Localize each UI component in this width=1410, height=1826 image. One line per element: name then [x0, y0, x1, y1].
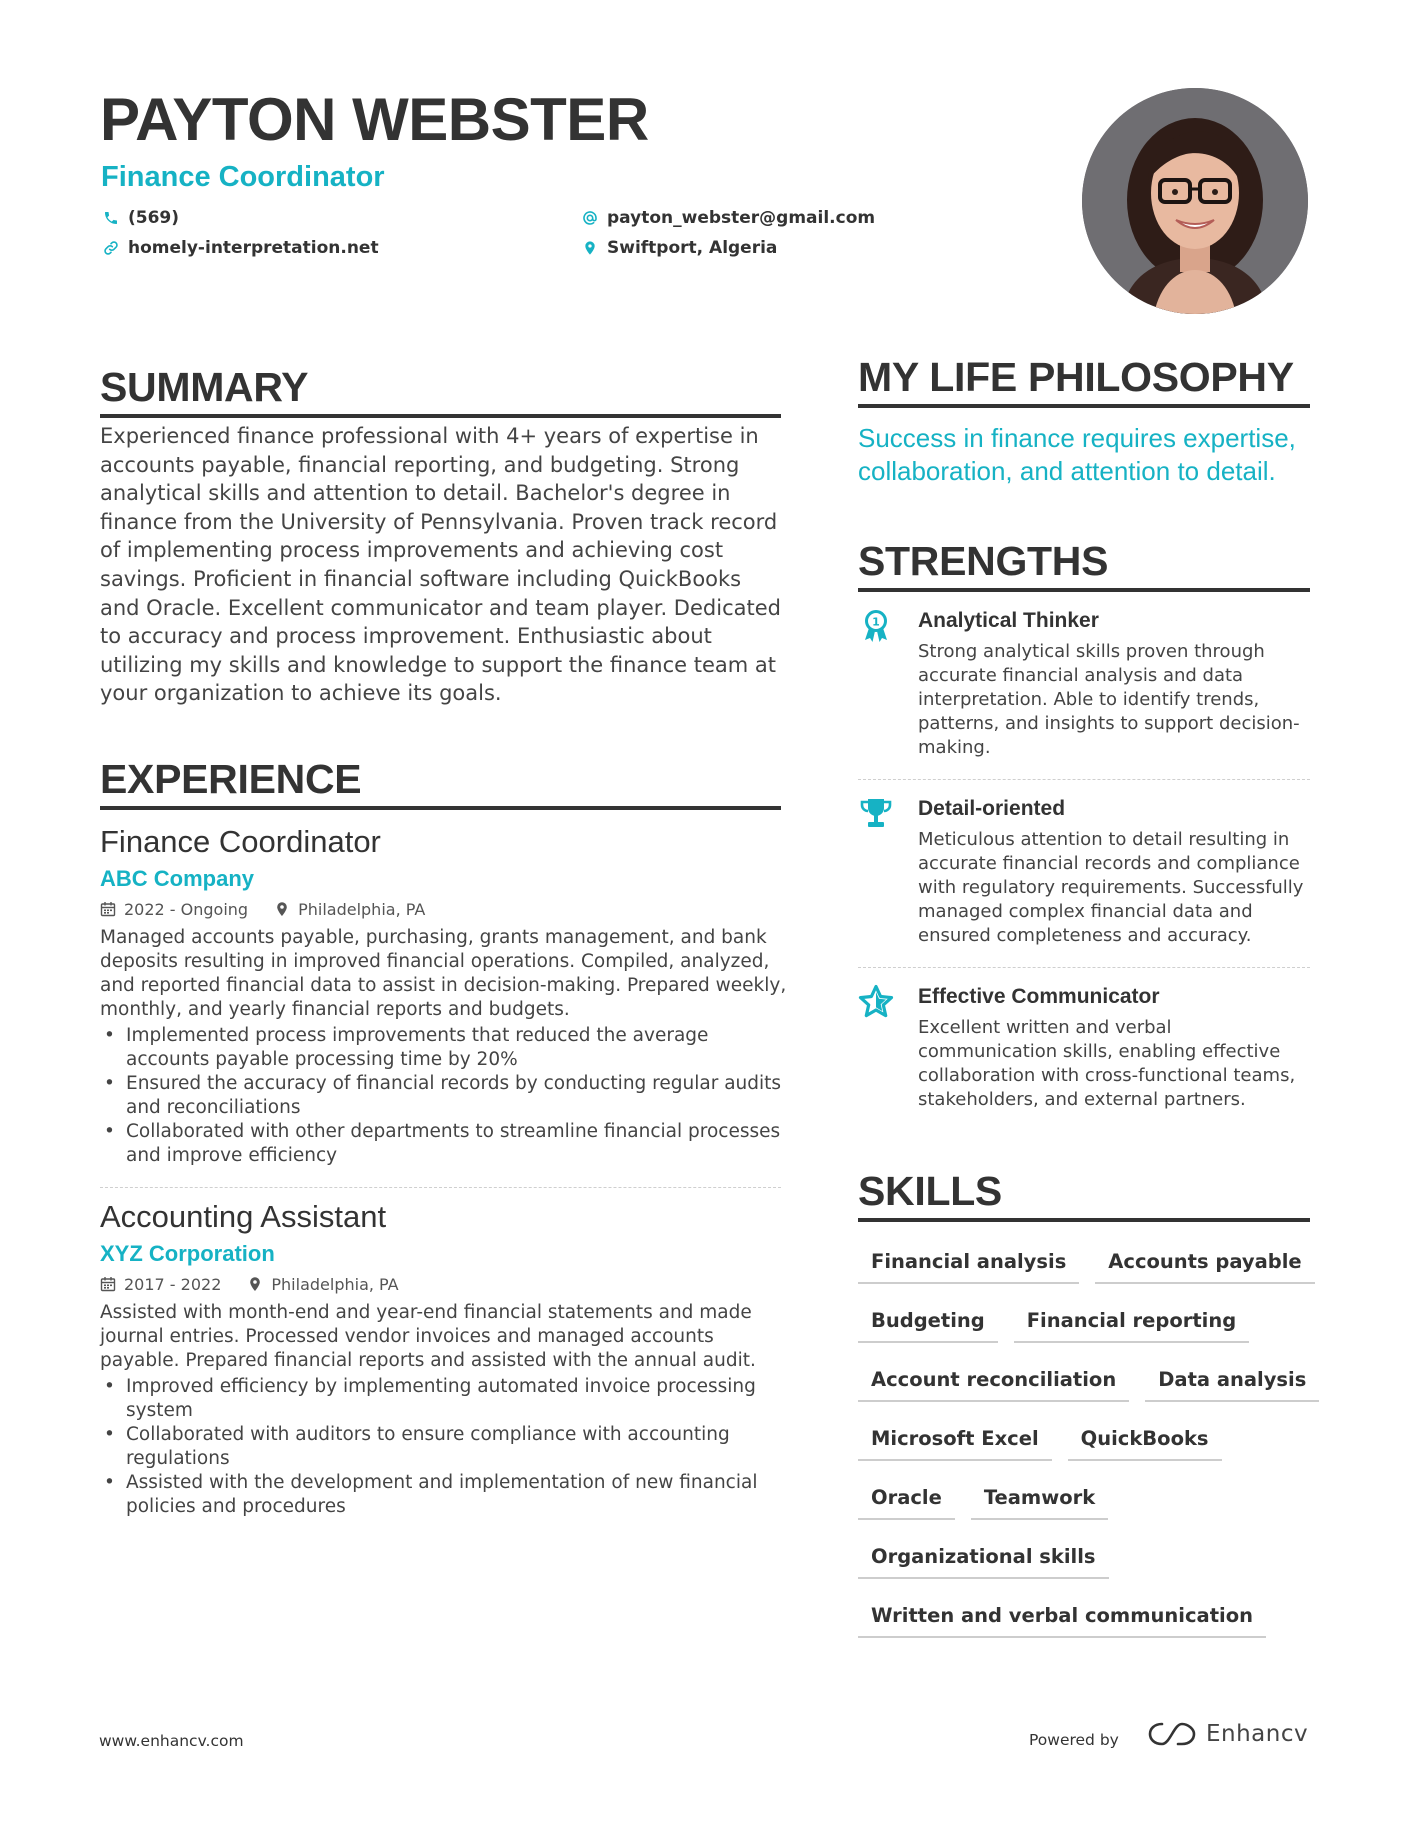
phone-text: (569) [128, 208, 180, 228]
location-pin-icon [582, 240, 598, 256]
contact-website[interactable] [103, 236, 379, 260]
job-meta [100, 896, 790, 922]
job-bullet: • Improved efficiency by implementing automated invoice processing system [100, 1375, 790, 1423]
job-bullet: • Collaborated with other departments to streamline financial processes and improve efficiency [100, 1120, 790, 1168]
strength-description: Meticulous attention to detail resulting in accurate financial records and compliance with regulatory requirements. Successfully managed complex financial data and ensured completeness and accuracy. [918, 829, 1304, 946]
location-text: Swiftport, Algeria [607, 238, 778, 258]
strength-description: Strong analytical skills proven through accurate financial analysis and data interpretation. Able to identify trends, patterns, and insights to support decision-making. [918, 641, 1300, 758]
skill-tag: Organizational skills [858, 1539, 1109, 1579]
enhancv-logo-icon [1148, 1720, 1196, 1748]
strength-title: Analytical Thinker [918, 609, 1099, 632]
skill-tag: Financial analysis [858, 1244, 1079, 1284]
job-bullet: • Assisted with the development and implementation of new financial policies and procedures [100, 1471, 790, 1519]
job-role: Accounting Assistant [100, 1199, 387, 1234]
candidate-name: PAYTON WEBSTER [100, 86, 649, 153]
skill-tag: Teamwork [971, 1480, 1108, 1520]
job-bullet: • Implemented process improvements that reduced the average accounts payable processing time by 20% [100, 1024, 790, 1072]
job-bullets [100, 1375, 790, 1519]
star-icon [858, 984, 894, 1020]
profile-photo [1082, 88, 1308, 314]
footer-url[interactable]: www.enhancv.com [99, 1732, 244, 1750]
job-role: Finance Coordinator [100, 824, 381, 859]
job-company: ABC Company [100, 866, 255, 891]
skills-heading: SKILLS [858, 1166, 1310, 1222]
experience-entry [100, 822, 790, 1168]
job-company: XYZ Corporation [100, 1241, 275, 1266]
website-text[interactable]: homely-interpretation.net [128, 238, 379, 258]
skill-tag: Account reconciliation [858, 1362, 1129, 1402]
skills-row [858, 1421, 1318, 1480]
skill-tag: Oracle [858, 1480, 955, 1520]
job-bullet: • Ensured the accuracy of financial records by conducting regular audits and reconciliations [100, 1072, 790, 1120]
brand-logo[interactable] [1148, 1720, 1308, 1748]
candidate-title: Finance Coordinator [101, 161, 385, 193]
job-dates: 2017 - 2022 [124, 1274, 222, 1294]
calendar-icon [100, 1276, 116, 1292]
skills-row [858, 1539, 1318, 1598]
skill-tag: Budgeting [858, 1303, 998, 1343]
strength-title: Effective Communicator [918, 985, 1160, 1008]
contact-location [582, 236, 777, 260]
email-text[interactable]: payton_webster@gmail.com [607, 208, 876, 228]
award-ribbon-icon [858, 608, 894, 644]
calendar-icon [100, 901, 116, 917]
skill-tag: QuickBooks [1068, 1421, 1222, 1461]
skill-tag: Data analysis [1145, 1362, 1319, 1402]
skill-tag: Written and verbal communication [858, 1598, 1266, 1638]
job-location: Philadelphia, PA [298, 899, 426, 919]
skills-row [858, 1480, 1318, 1539]
strength-description: Excellent written and verbal communication skills, enabling effective collaboration with cross-functional teams, stakeholders, and external partners. [918, 1017, 1296, 1110]
skills-list [858, 1244, 1318, 1657]
link-icon [103, 240, 119, 256]
contact-email[interactable] [582, 206, 875, 230]
location-pin-icon [274, 901, 290, 917]
job-dates: 2022 - Ongoing [124, 899, 249, 919]
job-location: Philadelphia, PA [271, 1274, 399, 1294]
skills-row [858, 1244, 1318, 1303]
skills-row [858, 1598, 1318, 1657]
experience-entry [100, 1197, 790, 1519]
skills-row [858, 1362, 1318, 1421]
philosophy-heading: MY LIFE PHILOSOPHY [858, 352, 1310, 408]
job-bullets [100, 1024, 790, 1168]
brand-name: Enhancv [1206, 1721, 1309, 1747]
summary-heading: SUMMARY [100, 362, 781, 418]
contact-phone [103, 206, 179, 230]
job-meta [100, 1271, 790, 1297]
strength-divider [858, 967, 1310, 968]
skill-tag: Financial reporting [1014, 1303, 1249, 1343]
job-bullet: • Collaborated with auditors to ensure compliance with accounting regulations [100, 1423, 790, 1471]
job-description: Assisted with month-end and year-end financial statements and made journal entries. Processed vendor invoices and managed accounts payable. Prepared financial reports and assisted with the annual audit. [100, 1302, 756, 1371]
job-description: Managed accounts payable, purchasing, grants management, and bank deposits resulting in improved financial operations. Compiled, analyzed, and reported financial data to assist in decision-making. Prepared weekly, monthly, and yearly financial reports and budgets. [100, 927, 787, 1020]
skill-tag: Microsoft Excel [858, 1421, 1052, 1461]
philosophy-text: Success in finance requires expertise, collaboration, and attention to detail. [858, 423, 1296, 486]
phone-icon [103, 210, 119, 226]
strength-item [858, 606, 1310, 760]
strength-item [858, 794, 1310, 948]
experience-divider [100, 1187, 781, 1188]
strength-title: Detail-oriented [918, 797, 1066, 820]
strengths-heading: STRENGTHS [858, 536, 1310, 592]
location-pin-icon [247, 1276, 263, 1292]
trophy-icon [858, 796, 894, 832]
strength-divider [858, 779, 1310, 780]
skills-row [858, 1303, 1318, 1362]
at-icon [582, 210, 598, 226]
strength-item [858, 982, 1310, 1112]
svg-text:1: 1 [872, 615, 880, 629]
summary-text: Experienced finance professional with 4+ years of expertise in accounts payable, financial reporting, and budgeting. Strong analytical skills and attention to detail. Bachelor's degree in finance from the University of Pennsylvania. Proven track record of implementing process improvements and achieving cost savings. Proficient in financial software including QuickBooks and Oracle. Excellent communicator and team player. Dedicated to accuracy and process improvement. Enthusiastic about utilizing my skills and knowledge to support the finance team at your organization to achieve its goals. [100, 424, 781, 706]
skill-tag: Accounts payable [1095, 1244, 1314, 1284]
powered-by-label: Powered by [1029, 1731, 1119, 1749]
experience-heading: EXPERIENCE [100, 754, 781, 810]
